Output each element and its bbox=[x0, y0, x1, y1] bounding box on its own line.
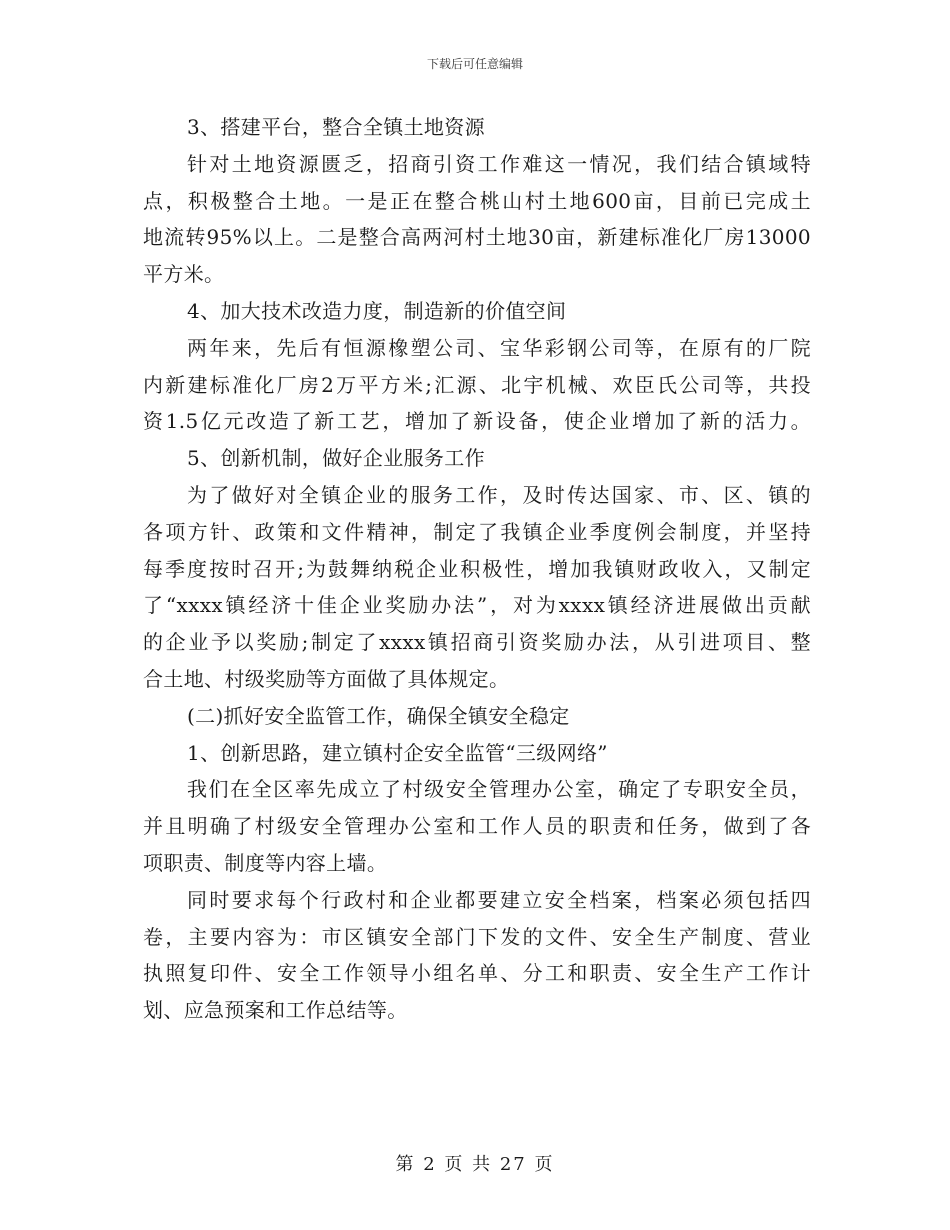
text-line: 平方米。 bbox=[143, 262, 225, 287]
text-line: 针对土地资源匮乏，招商引资工作难这一情况，我们结合镇域特 bbox=[187, 151, 811, 176]
text-line: 执照复印件、安全工作领导小组名单、分工和职责、安全生产工作计 bbox=[143, 961, 811, 986]
text-line: 项职责、制度等内容上墙。 bbox=[143, 850, 388, 875]
page-number-footer: 第 2 页 共 27 页 bbox=[395, 1154, 555, 1175]
section-heading-line: (二)抓好安全监管工作，确保全镇安全稳定 bbox=[187, 703, 570, 728]
heading-line: 5、创新机制，做好企业服务工作 bbox=[187, 446, 485, 471]
text-line: 划、应急预案和工作总结等。 bbox=[143, 998, 408, 1023]
document-body bbox=[143, 109, 811, 1029]
text-line: 卷，主要内容为：市区镇安全部门下发的文件、安全生产制度、营业 bbox=[143, 924, 811, 949]
heading-line: 3、搭建平台，整合全镇土地资源 bbox=[187, 115, 485, 139]
text-line: 资1.5亿元改造了新工艺，增加了新设备，使企业增加了新的活力。 bbox=[143, 409, 811, 434]
text-line: 我们在全区率先成立了村级安全管理办公室，确定了专职安全员， bbox=[187, 777, 811, 802]
text-line: 两年来，先后有恒源橡塑公司、宝华彩钢公司等，在原有的厂院 bbox=[187, 335, 811, 360]
text-line: 为了做好对全镇企业的服务工作，及时传达国家、市、区、镇的 bbox=[187, 482, 811, 507]
text-line: 内新建标准化厂房2万平方米;汇源、北宇机械、欢臣氏公司等，共投 bbox=[143, 372, 811, 397]
text-line: 了“xxxx镇经济十佳企业奖励办法”，对为xxxx镇经济进展做出贡献 bbox=[143, 593, 811, 618]
heading-line: 4、加大技术改造力度，制造新的价值空间 bbox=[187, 298, 567, 323]
text-line: 各项方针、政策和文件精神，制定了我镇企业季度例会制度，并坚持 bbox=[143, 519, 811, 544]
text-line: 地流转95%以上。二是整合高两河村土地30亩，新建标准化厂房13000 bbox=[143, 225, 811, 250]
text-line: 同时要求每个行政村和企业都要建立安全档案，档案必须包括四 bbox=[187, 887, 811, 912]
heading-line: 1、创新思路，建立镇村企安全监管“三级网络” bbox=[187, 740, 608, 765]
text-line: 合土地、村级奖励等方面做了具体规定。 bbox=[143, 666, 510, 691]
text-line: 的企业予以奖励;制定了xxxx镇招商引资奖励办法，从引进项目、整 bbox=[143, 630, 811, 655]
text-line: 点，积极整合土地。一是正在整合桃山村土地600亩，目前已完成土 bbox=[143, 188, 811, 213]
text-line: 并且明确了村级安全管理办公室和工作人员的职责和任务，做到了各 bbox=[143, 814, 811, 839]
page-header-note: 下载后可任意编辑 bbox=[426, 57, 523, 71]
text-line: 每季度按时召开;为鼓舞纳税企业积极性，增加我镇财政收入，又制定 bbox=[143, 556, 811, 581]
